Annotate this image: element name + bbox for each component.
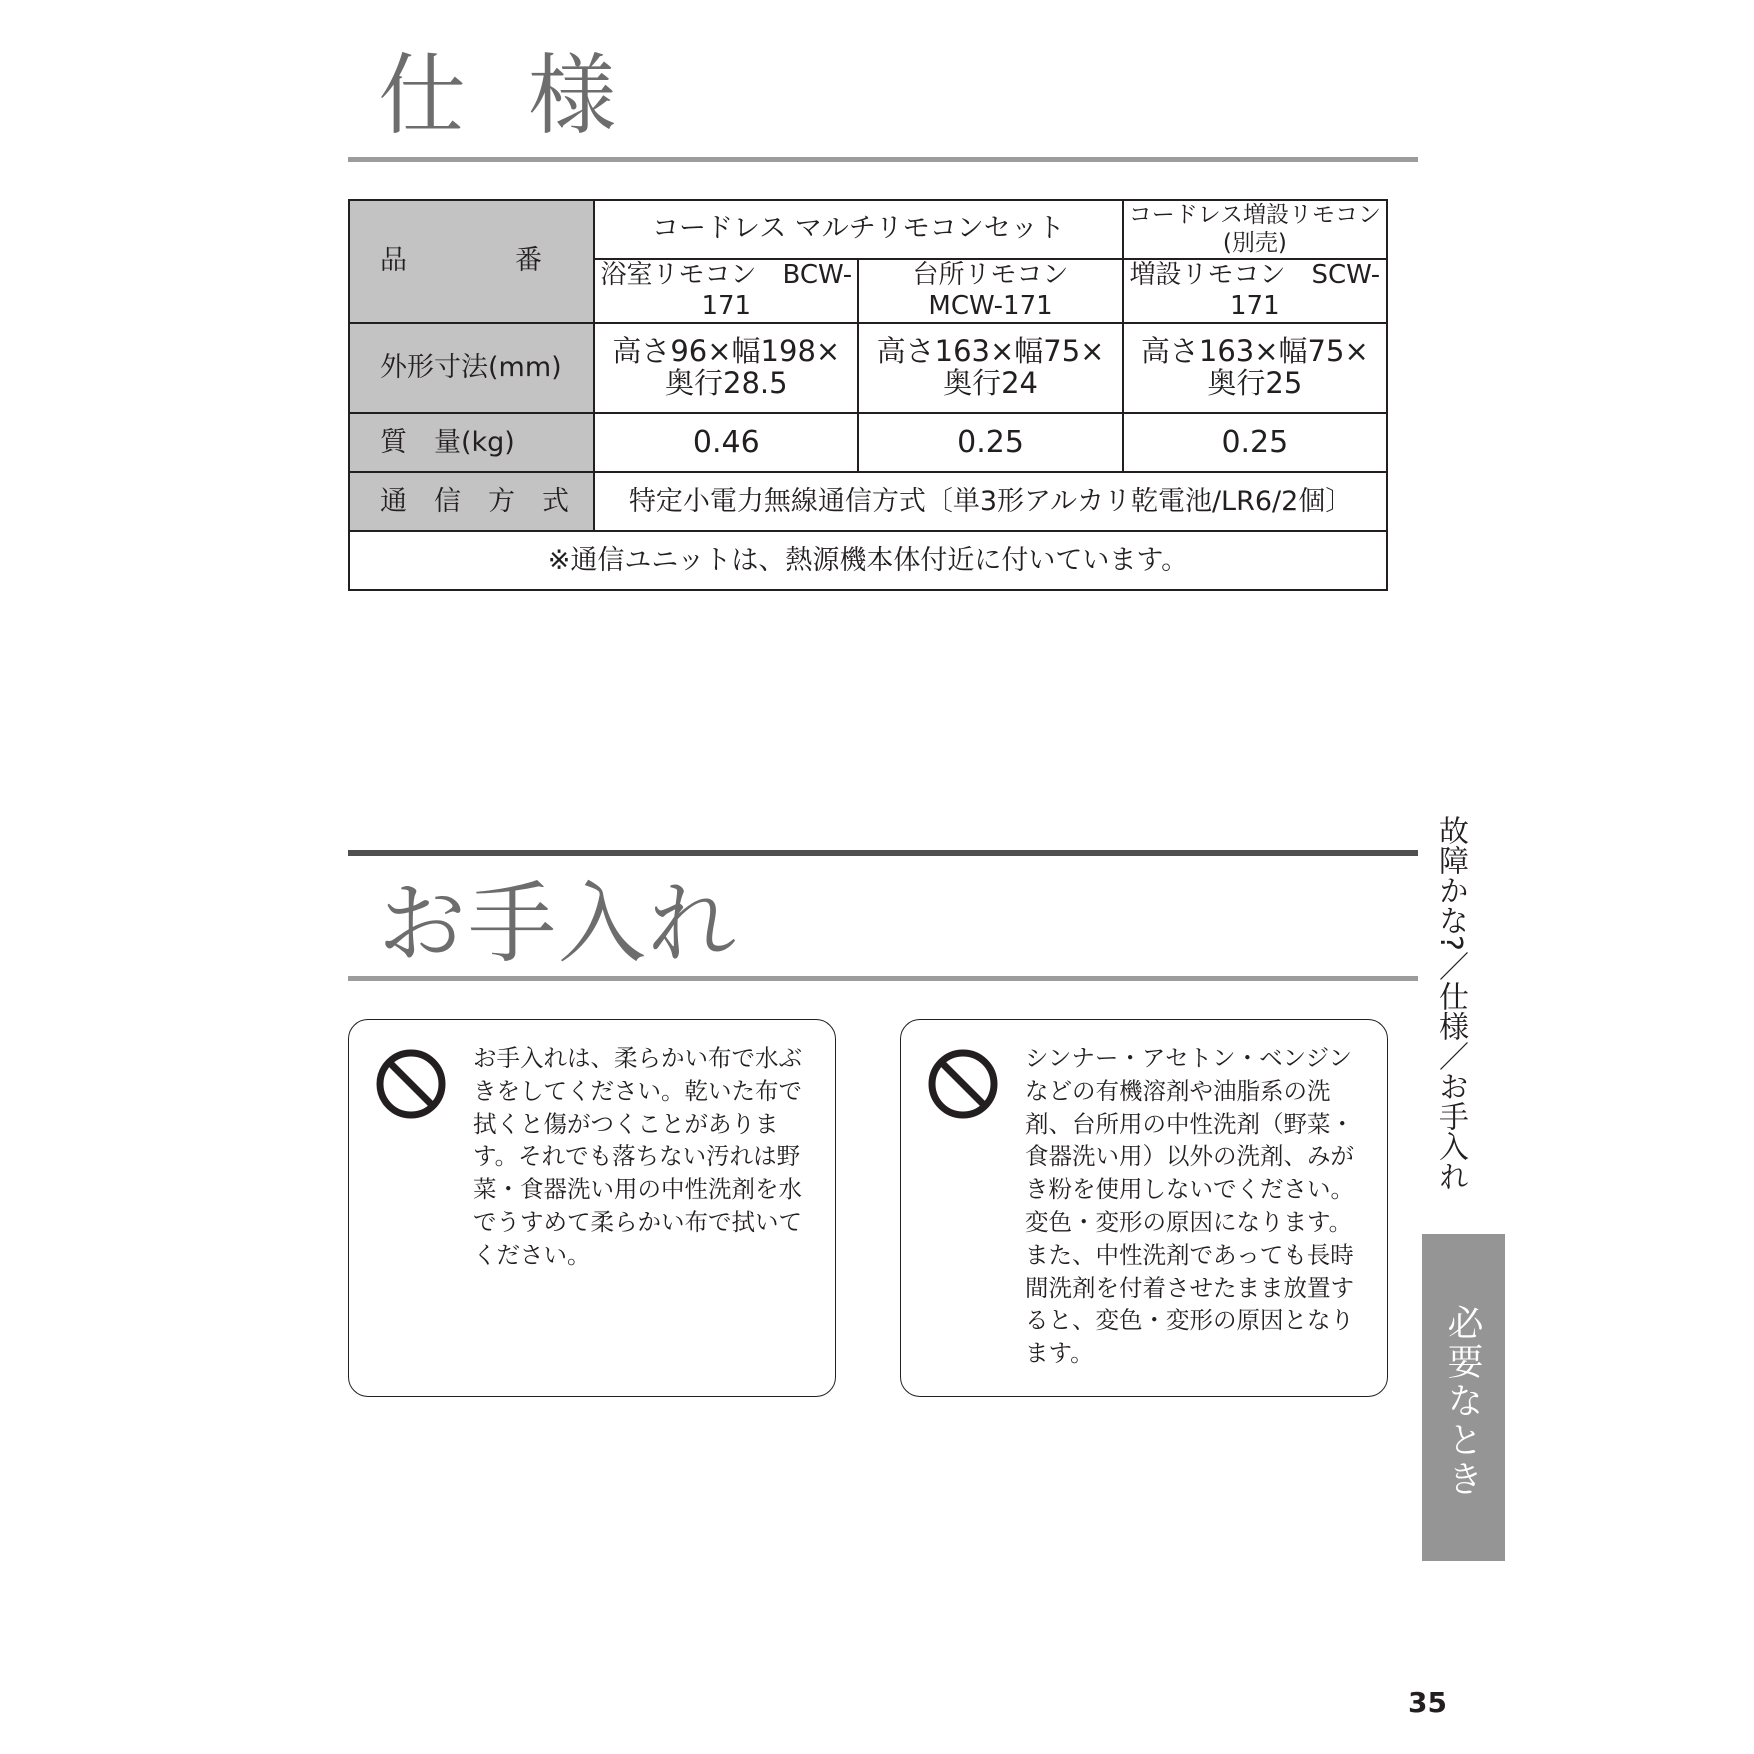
dimensions-line1: 高さ96×幅198× [612,334,841,369]
side-index-tab [1422,1234,1505,1561]
prohibition-icon [375,1048,447,1120]
row-header-dimensions: 外形寸法(mm) [349,323,594,413]
dimensions-line2: 奥行25 [1207,366,1303,401]
care-card-text: お手入れは、柔らかい布で水ぶ きをしてください。乾いた布で 拭くと傷がつくことがありま す。それでも落ちない汚れは野 菜・食器洗い用の中性洗剤を水 でうすめて柔らかい布で拭いて ください。 [473,1044,802,1269]
row-header-comm: 通 信 方 式 [349,472,594,531]
table-row [349,472,1387,531]
row-header-model: 品 番 [349,200,594,323]
page-number: 35 [1408,1686,1447,1719]
model-kitchen-cell: 台所リモコン MCW-171 [858,259,1122,323]
table-row [349,531,1387,590]
mass-kitchen-cell: 0.25 [858,413,1122,472]
comm-method-cell: 特定小電力無線通信方式〔単3形アルカリ乾電池/LR6/2個〕 [594,472,1387,531]
mass-extra-cell: 0.25 [1123,413,1387,472]
side-index-text: 故障かな?／仕様／お手入れ [1433,815,1468,1191]
spec-table [348,199,1388,591]
section-divider [348,157,1418,162]
dimensions-line2: 奥行28.5 [665,366,788,401]
table-note: ※通信ユニットは、熱源機本体付近に付いています。 [349,531,1387,590]
table-row [349,323,1387,413]
care-card-text: シンナー・アセトン・ベンジン などの有機溶剤や油脂系の洗 剤、台所用の中性洗剤（野菜・ 食器洗い用）以外の洗剤、みが き粉を使用しないでください。 変色・変形の原因になります。 また、中性洗剤であっても長時 間洗剤を付着させたまま放置す ると、変色・変形の原因となり ます。 [1025,1044,1354,1368]
dimensions-kitchen-cell [858,323,1122,413]
section-divider [348,850,1418,856]
side-index-tab-label: 必要なとき [1442,1304,1483,1499]
dimensions-line2: 奥行24 [943,366,1038,401]
care-card [348,1019,836,1397]
table-row [349,200,1387,259]
prohibition-icon [927,1048,999,1120]
care-card [900,1019,1388,1397]
mass-bath-cell: 0.46 [594,413,858,472]
section-title-spec: 仕様 [378,44,679,147]
dimensions-bath-cell [594,323,858,413]
model-bath-cell: 浴室リモコン BCW-171 [594,259,858,323]
dimensions-extra-cell [1123,323,1387,413]
model-extra-cell: 増設リモコン SCW-171 [1123,259,1387,323]
section-divider [348,976,1418,981]
row-header-mass: 質 量(kg) [349,413,594,472]
table-row [349,413,1387,472]
dimensions-line1: 高さ163×幅75× [1140,334,1369,369]
dimensions-line1: 高さ163×幅75× [876,334,1105,369]
section-title-care: お手入れ [378,872,739,975]
extra-name-cell: コードレス増設リモコン(別売) [1123,200,1387,259]
set-name-cell: コードレス マルチリモコンセット [594,200,1123,259]
